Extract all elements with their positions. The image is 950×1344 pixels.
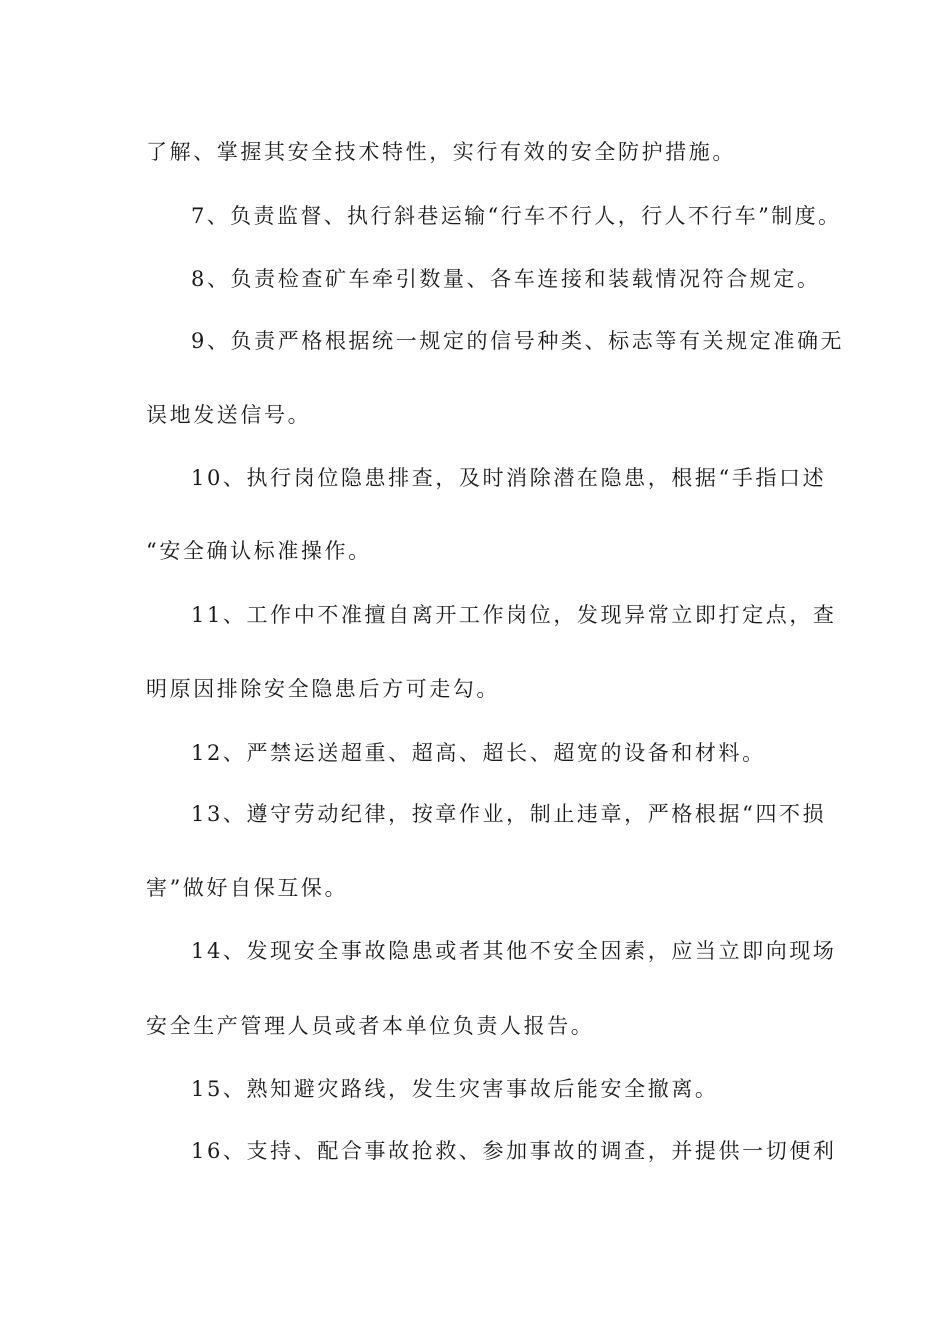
clause-13: 13、遵守劳动纪律，按章作业，制止违章，严格根据“四不损 (191, 802, 827, 826)
clause-13-continuation: 害”做好自保互保。 (146, 876, 349, 900)
text-line-continuation: 了解、掌握其安全技术特性，实行有效的安全防护措施。 (146, 140, 736, 164)
clause-10: 10、执行岗位隐患排查，及时消除潜在隐患，根据“手指口述 (191, 466, 827, 490)
clause-15: 15、熟知避灾路线，发生灾害事故后能安全撤离。 (191, 1077, 719, 1101)
clause-16: 16、支持、配合事故抢救、参加事故的调查，并提供一切便利 (191, 1139, 837, 1163)
clause-11-continuation: 明原因排除安全隐患后方可走勾。 (146, 677, 500, 701)
clause-7: 7、负责监督、执行斜巷运输“行车不行人，行人不行车”制度。 (191, 204, 842, 228)
clause-9: 9、负责严格根据统一规定的信号种类、标志等有关规定准确无 (191, 329, 845, 353)
clause-10-continuation: “安全确认标准操作。 (146, 539, 372, 563)
clause-8: 8、负责检查矿车牵引数量、各车连接和装载情况符合规定。 (191, 267, 821, 291)
clause-14-continuation: 安全生产管理人员或者本单位负责人报告。 (146, 1014, 595, 1038)
clause-14: 14、发现安全事故隐患或者其他不安全因素，应当立即向现场 (191, 939, 837, 963)
clause-12: 12、严禁运送超重、超高、超长、超宽的设备和材料。 (191, 741, 766, 765)
clause-9-continuation: 误地发送信号。 (146, 403, 312, 427)
clause-11: 11、工作中不准擅自离开工作岗位，发现异常立即打定点，查 (191, 603, 837, 627)
